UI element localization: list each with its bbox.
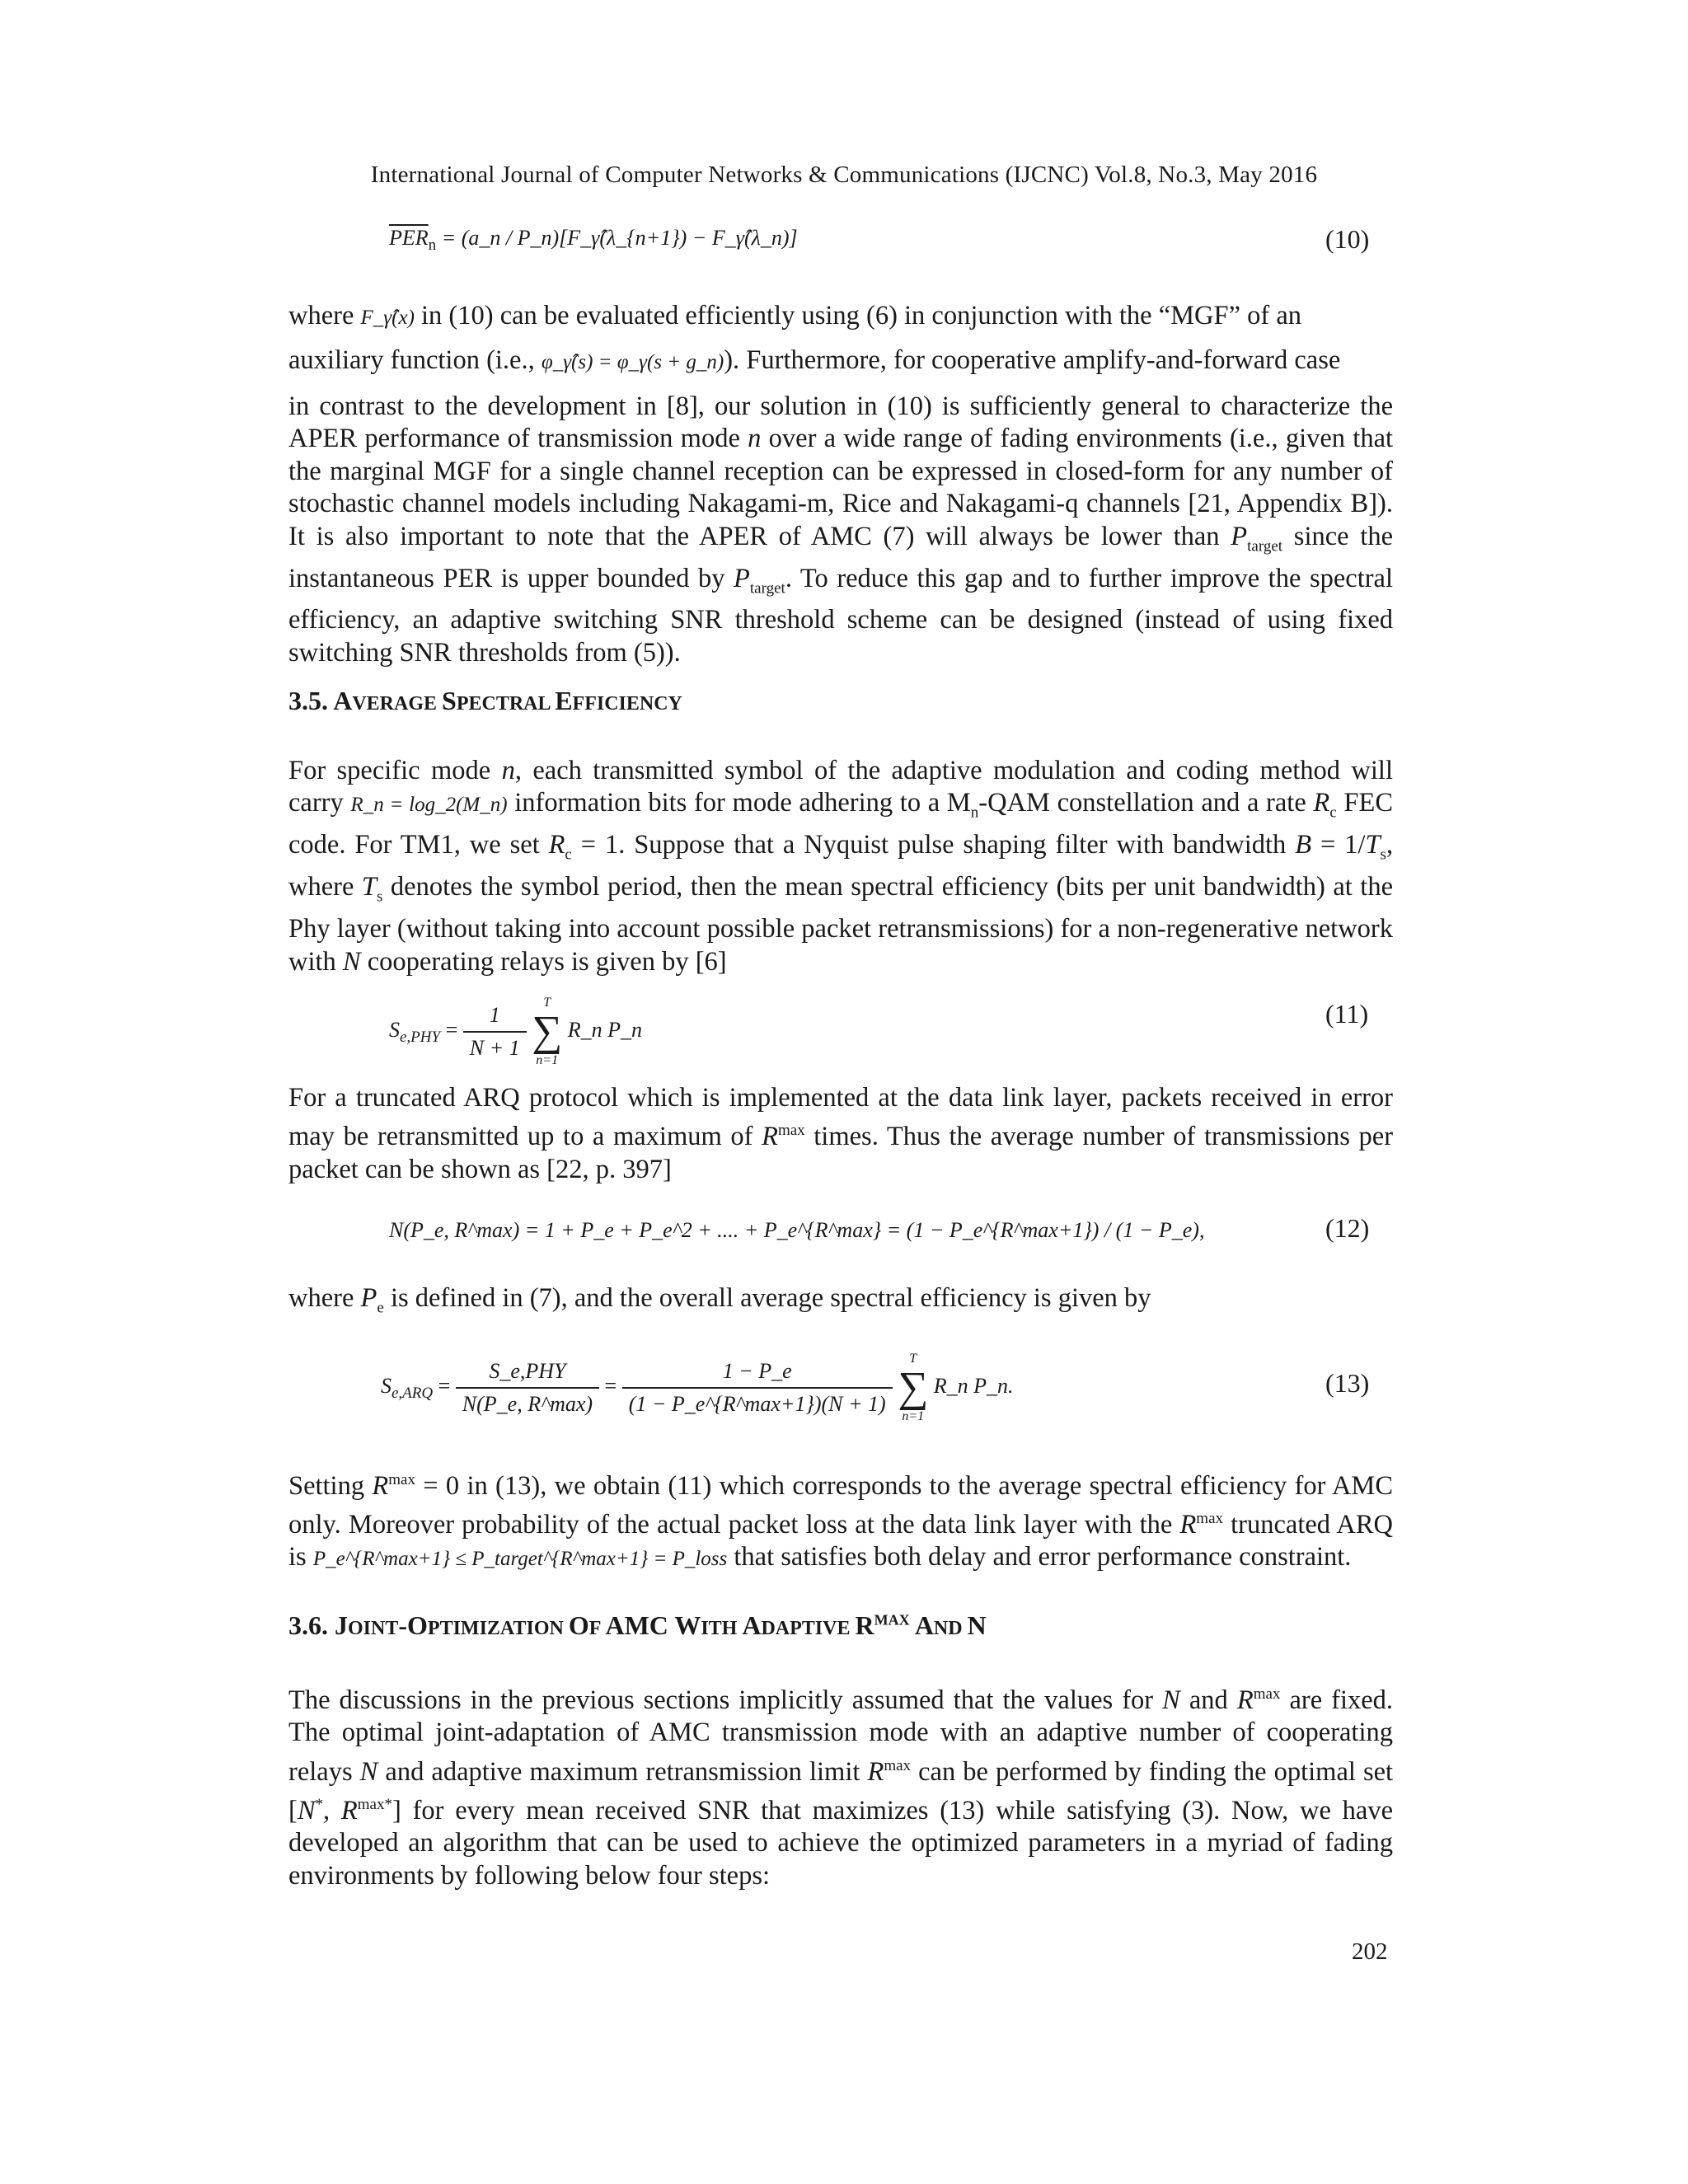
p2-n: n bbox=[501, 756, 515, 785]
p2-Ts: T bbox=[1365, 830, 1381, 860]
p6-d: can be performed by finding the optimal set [ bbox=[288, 1756, 1394, 1825]
equation-12-number: (12) bbox=[1325, 1213, 1370, 1243]
p2-a: For specific mode bbox=[288, 756, 491, 785]
p4-a: where bbox=[288, 1283, 354, 1313]
eq11-sum-lower: n=1 bbox=[536, 1053, 559, 1067]
p2-math-Rn: R_n = log_2(M_n) bbox=[350, 794, 508, 817]
equation-11-number: (11) bbox=[1325, 999, 1369, 1029]
eq13-fraction-2 bbox=[622, 1359, 893, 1417]
p5-R-2: R bbox=[1179, 1510, 1197, 1540]
s36-t13: ND bbox=[933, 1618, 968, 1639]
eq13-frac2-den: (1 − P_e^{R^max+1})(N + 1) bbox=[628, 1392, 886, 1416]
eq11-sum: T ∑ n=1 bbox=[532, 996, 563, 1067]
s36-t9: DAPTIVE bbox=[761, 1618, 856, 1639]
paragraph-mgf bbox=[288, 300, 1393, 334]
p1-ptarget-2-sub: target bbox=[749, 579, 785, 598]
paragraph-mgf-rest bbox=[288, 391, 1393, 669]
eq11-body: R_n P_n bbox=[567, 1017, 642, 1042]
p5-d: that satisfies both delay and error performance constraint. bbox=[734, 1542, 1352, 1572]
s36-t3: PTIMIZATION bbox=[427, 1618, 569, 1639]
p1-ptarget-1: P bbox=[1231, 521, 1248, 551]
paragraph-arq bbox=[288, 1082, 1393, 1186]
s36-t2: -O bbox=[398, 1610, 428, 1640]
s36-t6: AMC W bbox=[605, 1610, 701, 1640]
p5-a: Setting bbox=[288, 1470, 365, 1501]
eq13-sum-upper: T bbox=[909, 1352, 917, 1366]
p3-b: times. Thus the average number of transmissions per packet can be shown as [22, p. 397] bbox=[288, 1122, 1394, 1184]
page-number: 202 bbox=[1352, 1938, 1388, 1965]
p6-N: N bbox=[1162, 1685, 1180, 1715]
p1-n: n bbox=[748, 424, 762, 454]
p6-a: The discussions in the previous sections implicitly assumed that the values for bbox=[288, 1685, 1154, 1715]
eq10-lhs: $\overline{PER}$ bbox=[389, 226, 429, 250]
s36-t7: ITH bbox=[701, 1618, 743, 1639]
p2-rc-2: R bbox=[548, 830, 565, 860]
p1-math-F: F_γ̂(x) bbox=[360, 307, 415, 329]
p3-a: For a truncated ARQ protocol which is implemented at the data link layer, packets received in error may be retransmitted up to a maximum of bbox=[288, 1083, 1393, 1152]
eq13-frac1-num: S_e,PHY bbox=[456, 1359, 599, 1389]
p6-and: and bbox=[1189, 1685, 1228, 1715]
eq13-lhs-sub: e,ARQ bbox=[392, 1385, 434, 1403]
eq11-lhs-sub: e,PHY bbox=[400, 1029, 441, 1047]
s36-t11: MAX bbox=[874, 1611, 910, 1629]
p4-e: e bbox=[377, 1299, 384, 1317]
s36-t5: F bbox=[588, 1618, 606, 1639]
eq11-denominator: N + 1 bbox=[469, 1036, 520, 1060]
p2-j: cooperating relays is given by [6] bbox=[367, 946, 727, 977]
s36-t10: R bbox=[855, 1610, 874, 1640]
eq13-lhs: S bbox=[381, 1373, 392, 1398]
eq11-fraction bbox=[463, 1003, 527, 1061]
p4-P: P bbox=[360, 1283, 377, 1313]
p2-rc-2-sub: c bbox=[565, 846, 572, 864]
p2-b: , each transmitted symbol of the adaptive modulation and coding method will carry bbox=[288, 756, 1393, 818]
p6-N-3: N bbox=[297, 1795, 316, 1825]
eq11-lhs: S bbox=[389, 1017, 400, 1042]
p1-math-phi: φ_γ̂(s) = φ_γ(s + g_n) bbox=[541, 351, 724, 373]
s36-t8: A bbox=[742, 1610, 762, 1640]
p2-c: information bits for mode adhering to a M bbox=[514, 788, 971, 818]
equation-12: N(P_e, R^max) = 1 + P_e + P_e^2 + .... + P_e^{R^max} = (1 − P_e^{R^max+1}) / (1 − P_e), bbox=[389, 1218, 1205, 1242]
paragraph-pe bbox=[288, 1282, 1393, 1324]
p1-rest-d: . To reduce this gap and to further improve the spectral efficiency, an adaptive switching SNR threshold scheme can be designed (instead of using fixed switching SNR thresholds from (5)). bbox=[288, 563, 1394, 668]
p1-ptarget-2: P bbox=[734, 563, 750, 593]
journal-header: International Journal of Computer Networks & Communications (IJCNC) Vol.8, No.3, May 2016 bbox=[370, 162, 1318, 188]
p2-f: = 1. Suppose that a Nyquist pulse shaping filter with bandwidth bbox=[580, 830, 1287, 860]
p1-line2-a: auxiliary function (i.e., bbox=[288, 345, 535, 375]
p1-rest-a: in contrast to the development in [8], our solution in (10) is sufficiently general to characterize the APER performance of transmission mode bbox=[288, 391, 1393, 454]
s35-t1: VERAGE bbox=[352, 693, 443, 715]
p2-d: -QAM constellation and a rate bbox=[978, 788, 1306, 818]
equation-13: $S_{e,ARQ}$ = $\frac{\text{S\_e,PHY}}{N(P\_e, R\^{}\max)}$ = $\frac{1 - P\_e}{(1 - P\_e\^{}\{R\^{}\max+1\})(N + 1)}$ T ∑ n=1 R_n P_n. bbox=[381, 1352, 1014, 1423]
p1-line1-a: where bbox=[288, 301, 354, 330]
equation-10 bbox=[389, 226, 798, 255]
p2-Ts-sub: s bbox=[1380, 846, 1386, 864]
p6-e: ] for every mean received SNR that maximizes (13) while satisfying (3). Now, we have developed an algorithm that can be used to achieve the optimized parameters in a myriad of fading environments by following below four steps: bbox=[288, 1795, 1394, 1891]
paragraph-mgf-line2 bbox=[288, 344, 1393, 378]
paragraph-spectral-efficiency bbox=[288, 755, 1393, 978]
eq11-numerator: 1 bbox=[463, 1003, 527, 1033]
p6-c: and adaptive maximum retransmission limit bbox=[385, 1756, 860, 1787]
p2-Ts-2: T bbox=[361, 872, 377, 902]
eq13-sum-lower: n=1 bbox=[902, 1409, 925, 1423]
p2-c-sub: n bbox=[970, 804, 979, 822]
s36-num: 3.6. bbox=[288, 1610, 328, 1640]
paragraph-joint-optimization: The discussions in the previous sections implicitly assumed that the values for N and $R^{max}$ are fixed. The optimal joint-adaptation of AMC transmission mode with an adaptive number of cooperating relays N and adaptive maximum retransmission limit $R^{max}$ can be performed by finding the optimal set [N*, $R^{max*}$] for every mean received SNR that maximizes (13) while satisfying (3). Now, we have developed an algorithm that can be used to achieve the optimized parameters in a myriad of fading environments by following below four steps: bbox=[288, 1685, 1394, 1891]
eq13-fraction-1 bbox=[456, 1359, 599, 1417]
s36-t1: OINT bbox=[348, 1618, 399, 1639]
eq10-lhs-sub: n bbox=[428, 237, 437, 255]
p6-star: * bbox=[315, 1795, 324, 1813]
p5-b: = 0 in (13), we obtain (11) which corresponds to the average spectral efficiency for AMC only. Moreover probability of the actual packet loss at the data link layer with the bbox=[288, 1470, 1394, 1540]
eq11-sum-upper: T bbox=[543, 996, 551, 1010]
p6-max-2: max bbox=[884, 1756, 912, 1774]
p3-max: max bbox=[777, 1122, 805, 1140]
s36-t4: O bbox=[568, 1610, 589, 1640]
p5-R: R bbox=[372, 1470, 389, 1501]
eq13-frac2-num: 1 − P_e bbox=[622, 1359, 893, 1389]
p2-B: B bbox=[1295, 830, 1312, 860]
p2-N: N bbox=[342, 946, 361, 977]
p5-max: max bbox=[388, 1471, 415, 1488]
p6-R-3: R bbox=[340, 1795, 358, 1825]
p6-R: R bbox=[1236, 1685, 1254, 1715]
s35-t2: S bbox=[442, 686, 457, 715]
p2-rc: R bbox=[1313, 788, 1330, 818]
s35-num: 3.5. bbox=[288, 686, 328, 715]
equation-10-number: (10) bbox=[1325, 224, 1370, 254]
p1-line1-b: in (10) can be evaluated efficiently using (6) in conjunction with the “MGF” of an bbox=[421, 301, 1302, 330]
s36-t12: A bbox=[909, 1610, 934, 1640]
p1-line2-b: ). Furthermore, for cooperative amplify-and-forward case bbox=[724, 345, 1341, 375]
s35-t4: E bbox=[555, 686, 573, 715]
p6-b: are fixed. The optimal joint-adaptation of AMC transmission mode with an adaptive number of cooperating relays bbox=[288, 1685, 1394, 1787]
eq13-body: R_n P_n. bbox=[933, 1373, 1014, 1398]
eq13-frac1-den: N(P_e, R^max) bbox=[462, 1392, 593, 1416]
p5-math-ploss: P_e^{R^max+1} ≤ P_target^{R^max+1} = P_loss bbox=[312, 1548, 728, 1571]
s35-t5: FFICIENCY bbox=[572, 693, 682, 715]
paragraph-setting-rmax bbox=[288, 1464, 1393, 1576]
p6-R-2: R bbox=[867, 1756, 884, 1787]
s35-t3: PECTRAL bbox=[456, 693, 556, 715]
p3-R: R bbox=[762, 1122, 778, 1152]
s36-t14: N bbox=[967, 1610, 987, 1640]
p2-Ts-2-sub: s bbox=[376, 888, 383, 906]
p2-rc-sub: c bbox=[1329, 804, 1337, 822]
p5-max-2: max bbox=[1196, 1510, 1224, 1528]
eq13-sum: T ∑ n=1 bbox=[898, 1352, 929, 1423]
p2-g: = 1/ bbox=[1320, 830, 1366, 860]
p6-N-2: N bbox=[359, 1756, 378, 1787]
section-3-6-heading bbox=[288, 1610, 987, 1641]
equation-13-number: (13) bbox=[1325, 1368, 1370, 1398]
p6-max: max bbox=[1253, 1685, 1281, 1703]
p4-b: is defined in (7), and the overall average spectral efficiency is given by bbox=[390, 1283, 1151, 1313]
p2-e: FEC code. For TM1, we set bbox=[288, 788, 1393, 860]
p2-i: denotes the symbol period, then the mean spectral efficiency (bits per unit bandwidth) at the Phy layer (without taking into account possible packet retransmissions) for a non-regenerative network with bbox=[288, 872, 1394, 977]
p1-ptarget-1-sub: target bbox=[1247, 537, 1283, 555]
p5-c: truncated ARQ is bbox=[288, 1510, 1393, 1572]
section-3-5-heading bbox=[288, 686, 682, 716]
p2-h: , where bbox=[288, 830, 1394, 902]
s36-t0: J bbox=[335, 1610, 348, 1640]
p1-rest-b: over a wide range of fading environments (i.e., given that the marginal MGF for a single channel reception can be expressed in closed-form for any number of stochastic channel models including Nakagami-m, Rice and Nakagami-q channels [21, Appendix B]). It is also important to note that the APER of AMC (7) will always be lower than bbox=[288, 424, 1394, 551]
p6-maxstar: max* bbox=[357, 1795, 392, 1813]
p1-rest-c: since the instantaneous PER is upper bounded by bbox=[288, 521, 1394, 593]
eq10-rhs: = (a_n / P_n)[F_γ̂(λ_{n+1}) − F_γ̂(λ_n)] bbox=[441, 226, 798, 250]
s35-t0: A bbox=[333, 686, 353, 715]
equation-11: $S_{e,PHY}$ = $\frac{1}{N + 1}$ T ∑ n=1 R_n P_n bbox=[389, 996, 642, 1067]
